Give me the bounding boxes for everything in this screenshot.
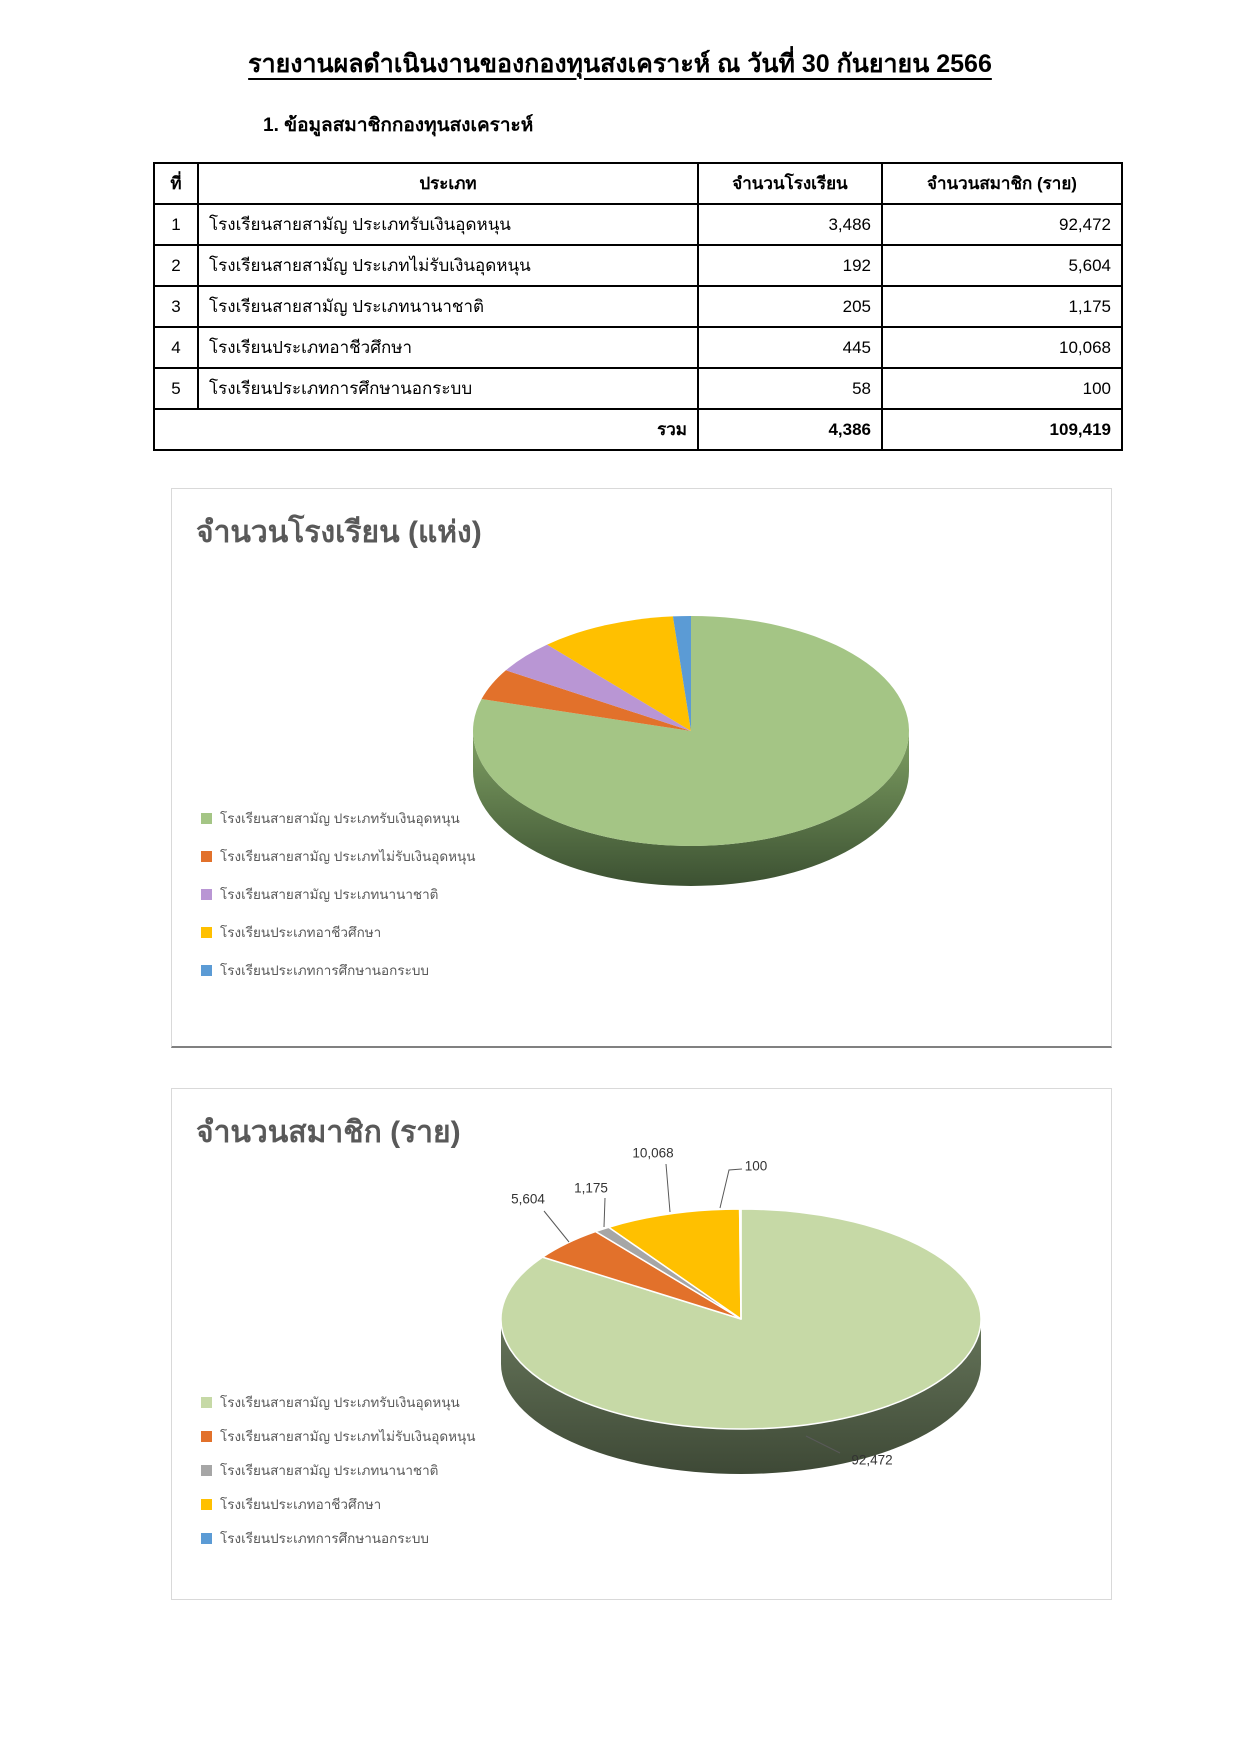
label-leader-line — [544, 1211, 569, 1242]
legend-swatch-yellow — [201, 1499, 212, 1510]
legend-swatch-orange — [201, 1431, 212, 1442]
data-label: 10,068 — [632, 1145, 674, 1161]
cell-members: 5,604 — [882, 245, 1122, 286]
legend-label: โรงเรียนประเภทการศึกษานอกระบบ — [220, 963, 429, 978]
legend-swatch-orange — [201, 851, 212, 862]
members-pie-chart — [172, 1089, 1111, 1597]
total-schools: 4,386 — [698, 409, 882, 450]
table-header-row — [154, 163, 1122, 204]
legend-item — [201, 1391, 460, 1413]
data-label: 5,604 — [511, 1191, 545, 1207]
cell-members: 10,068 — [882, 327, 1122, 368]
cell-members: 92,472 — [882, 204, 1122, 245]
legend-swatch-gray — [201, 1465, 212, 1476]
cell-no: 3 — [154, 286, 198, 327]
section-heading: 1. ข้อมูลสมาชิกกองทุนสงเคราะห์ — [263, 115, 534, 136]
cell-type: โรงเรียนประเภทอาชีวศึกษา — [198, 327, 698, 368]
cell-no: 1 — [154, 204, 198, 245]
cell-type: โรงเรียนสายสามัญ ประเภทไม่รับเงินอุดหนุน — [198, 245, 698, 286]
data-label: 1,175 — [574, 1180, 608, 1196]
legend-label: โรงเรียนสายสามัญ ประเภทรับเงินอุดหนุน — [220, 811, 460, 826]
members-chart-title: จำนวนสมาชิก (ราย) — [196, 1116, 461, 1149]
legend-label: โรงเรียนประเภทอาชีวศึกษา — [220, 925, 382, 940]
table-row — [154, 286, 1122, 327]
cell-schools: 205 — [698, 286, 882, 327]
legend-swatch-purple — [201, 889, 212, 900]
legend-label: โรงเรียนสายสามัญ ประเภทนานาชาติ — [220, 887, 439, 902]
table-row — [154, 327, 1122, 368]
legend-item — [201, 845, 475, 867]
cell-no: 2 — [154, 245, 198, 286]
col-header-members: จำนวนสมาชิก (ราย) — [882, 163, 1122, 204]
legend-item — [201, 807, 460, 829]
schools-chart-title: จำนวนโรงเรียน (แห่ง) — [196, 516, 482, 549]
legend-item — [201, 959, 429, 981]
schools-chart-frame — [171, 488, 1112, 1048]
label-leader-line — [666, 1164, 670, 1212]
cell-type: โรงเรียนประเภทการศึกษานอกระบบ — [198, 368, 698, 409]
legend-swatch-green — [201, 1397, 212, 1408]
total-label: รวม — [154, 409, 698, 450]
cell-type: โรงเรียนสายสามัญ ประเภทนานาชาติ — [198, 286, 698, 327]
legend-item — [201, 1493, 381, 1515]
legend-label: โรงเรียนสายสามัญ ประเภทไม่รับเงินอุดหนุน — [220, 849, 476, 864]
legend-label: โรงเรียนสายสามัญ ประเภทนานาชาติ — [220, 1463, 439, 1478]
member-summary-table — [153, 162, 1123, 451]
cell-no: 4 — [154, 327, 198, 368]
members-chart-frame — [171, 1088, 1112, 1600]
legend-swatch-blue — [201, 965, 212, 976]
legend-swatch-green — [201, 813, 212, 824]
legend-swatch-yellow — [201, 927, 212, 938]
legend-item — [201, 921, 381, 943]
cell-members: 100 — [882, 368, 1122, 409]
col-header-schools: จำนวนโรงเรียน — [698, 163, 882, 204]
table-total-row — [154, 409, 1122, 450]
legend-swatch-blue — [201, 1533, 212, 1544]
legend-label: โรงเรียนประเภทการศึกษานอกระบบ — [220, 1531, 429, 1546]
data-label: 100 — [744, 1158, 768, 1174]
table-row — [154, 368, 1122, 409]
cell-schools: 445 — [698, 327, 882, 368]
cell-schools: 192 — [698, 245, 882, 286]
cell-schools: 3,486 — [698, 204, 882, 245]
col-header-no: ที่ — [154, 163, 198, 204]
cell-type: โรงเรียนสายสามัญ ประเภทรับเงินอุดหนุน — [198, 204, 698, 245]
table-row — [154, 204, 1122, 245]
label-leader-line — [604, 1198, 605, 1227]
legend-label: โรงเรียนสายสามัญ ประเภทรับเงินอุดหนุน — [220, 1395, 460, 1410]
legend-label: โรงเรียนประเภทอาชีวศึกษา — [220, 1497, 382, 1512]
label-leader-line — [720, 1169, 742, 1208]
cell-no: 5 — [154, 368, 198, 409]
cell-members: 1,175 — [882, 286, 1122, 327]
data-label: 92,472 — [851, 1452, 893, 1468]
legend-label: โรงเรียนสายสามัญ ประเภทไม่รับเงินอุดหนุน — [220, 1429, 476, 1444]
cell-schools: 58 — [698, 368, 882, 409]
legend-item — [201, 1459, 438, 1481]
total-members: 109,419 — [882, 409, 1122, 450]
legend-item — [201, 883, 438, 905]
table-row — [154, 245, 1122, 286]
col-header-type: ประเภท — [198, 163, 698, 204]
legend-item — [201, 1527, 429, 1549]
page-title: รายงานผลดำเนินงานของกองทุนสงเคราะห์ ณ วันที่ 30 กันยายน 2566 — [248, 50, 992, 78]
legend-item — [201, 1425, 475, 1447]
